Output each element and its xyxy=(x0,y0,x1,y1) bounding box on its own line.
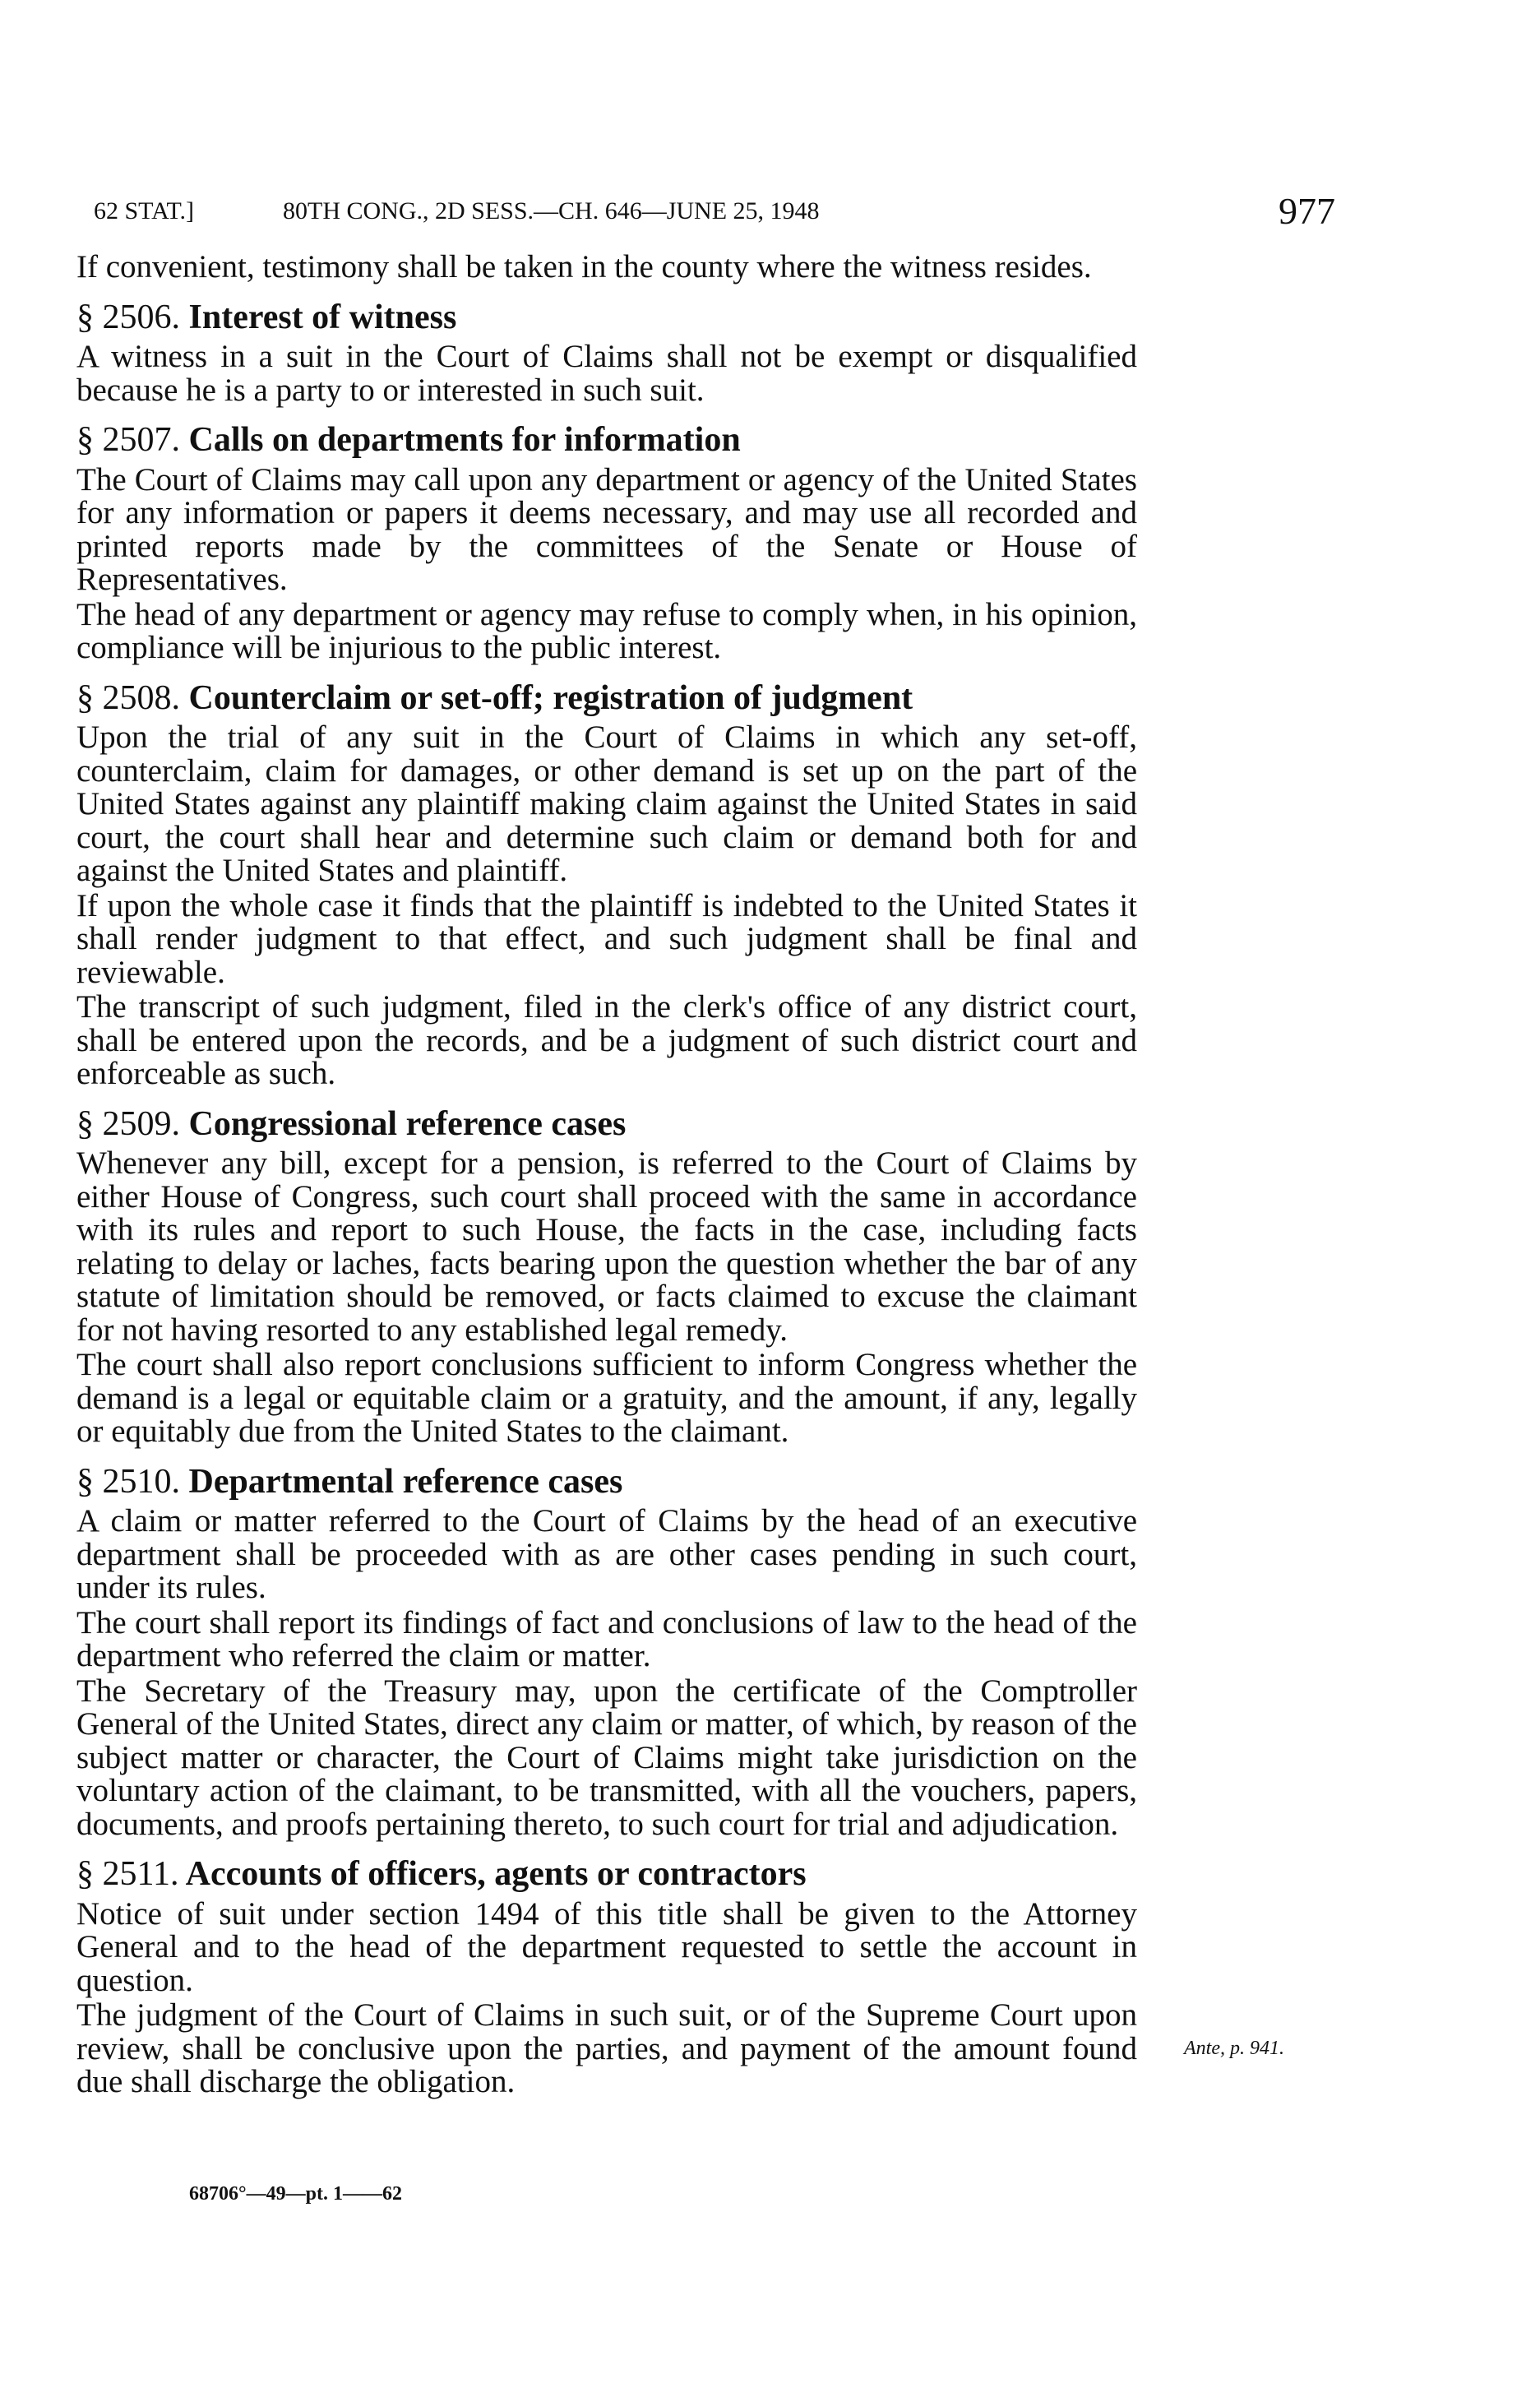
section-number: § 2508. xyxy=(76,678,180,717)
section-2508-paragraph: If upon the whole case it finds that the plaintiff is indebted to the United States it shall render judgment to that effect, and such judgment shall be final and reviewable. xyxy=(76,887,1137,990)
section-2510-paragraph: The court shall report its findings of fact and conclusions of law to the head of the department who referred the claim or matter. xyxy=(76,1604,1137,1673)
section-number: § 2510. xyxy=(76,1462,180,1501)
section-2509-paragraph: The court shall also report conclusions sufficient to inform Congress whether the demand is a legal or equitable claim or a gratuity, and the amount, if any, legally or equitably due from the United States to the claimant. xyxy=(76,1347,1137,1449)
section-2510-heading xyxy=(76,1462,1137,1501)
section-2511-heading xyxy=(76,1855,1137,1893)
section-2507-heading xyxy=(76,423,1137,457)
section-2508-paragraph: The transcript of such judgment, filed in the clerk's office of any district court, shall be entered upon the records, and be a judgment of such district court and enforceable as such. xyxy=(76,989,1137,1091)
section-2508-heading xyxy=(76,678,1137,717)
section-title: Accounts of officers, agents or contractors xyxy=(185,1855,807,1893)
section-number: § 2509. xyxy=(76,1104,180,1143)
congress-session-line: 80TH CONG., 2D SESS.—CH. 646—JUNE 25, 1948 xyxy=(283,197,820,224)
section-2510-paragraph: The Secretary of the Treasury may, upon the certificate of the Comptroller General of the United States, direct any claim or matter, of which, by reason of the subject matter or character, the Court of Claims might take jurisdiction on the voluntary action of the claimant, to be transmitted, with all the vouchers, papers, documents, and proofs pertaining thereto, to such court for trial and adjudication. xyxy=(76,1673,1137,1842)
section-2506-heading xyxy=(76,298,1137,336)
section-title: Congressional reference cases xyxy=(188,1104,627,1143)
section-2509-paragraph: Whenever any bill, except for a pension, is referred to the Court of Claims by either House of Congress, such court shall proceed with the same in accordance with its rules and report to such House, the facts in the case, including facts relating to delay or laches, facts bearing upon the question whether the bar of any statute of limitation should be removed, or facts claimed to excuse the claimant for not having resorted to any established legal remedy. xyxy=(76,1145,1137,1348)
document-body xyxy=(76,251,1137,2099)
section-title: Departmental reference cases xyxy=(188,1462,623,1501)
page-number: 977 xyxy=(1279,190,1335,232)
intro-paragraph: If convenient, testimony shall be taken in the county where the witness resides. xyxy=(76,249,1092,285)
section-number: § 2506. xyxy=(76,298,180,336)
section-2507-paragraph: The Court of Claims may call upon any department or agency of the United States for any information or papers it deems necessary, and may use all recorded and printed reports made by the committees of the Senate or House of Representatives. xyxy=(76,461,1137,597)
section-title: Interest of witness xyxy=(188,298,457,336)
section-2506-paragraph: A witness in a suit in the Court of Claims shall not be exempt or disqualified because he is a party to or interested in such suit. xyxy=(76,339,1137,408)
section-2508-paragraph: Upon the trial of any suit in the Court of Claims in which any set-off, counterclaim, claim for damages, or other demand is set up on the part of the United States against any plaintiff making claim against the United States in said court, the court shall hear and determine such claim or demand both for and against the United States and plaintiff. xyxy=(76,720,1137,888)
section-number: § 2507. xyxy=(76,421,180,459)
page-header xyxy=(94,189,1335,238)
section-number: § 2511. xyxy=(76,1855,179,1893)
section-2511-paragraph: The judgment of the Court of Claims in such suit, or of the Supreme Court upon review, shall be conclusive upon the parties, and payment of the amount found due shall discharge the obligation. xyxy=(76,1997,1137,2099)
section-title: Calls on departments for information xyxy=(188,421,741,459)
statute-volume: 62 STAT.] xyxy=(94,197,195,224)
section-2509-heading xyxy=(76,1104,1137,1143)
section-2510-paragraph: A claim or matter referred to the Court of Claims by the head of an executive department shall be proceeded with as are other cases pending in such court, under its rules. xyxy=(76,1503,1137,1605)
section-title: Counterclaim or set-off; registration of judgment xyxy=(188,678,913,717)
margin-reference-note: Ante, p. 941. xyxy=(1184,2038,1284,2059)
section-2511-paragraph: Notice of suit under section 1494 of this title shall be given to the Attorney General and to the head of the department requested to settle the account in question. xyxy=(76,1895,1137,1998)
printer-code: 68706°—49—pt. 1——62 xyxy=(189,2183,402,2205)
section-2507-paragraph: The head of any department or agency may refuse to comply when, in his opinion, compliance will be injurious to the public interest. xyxy=(76,596,1137,665)
